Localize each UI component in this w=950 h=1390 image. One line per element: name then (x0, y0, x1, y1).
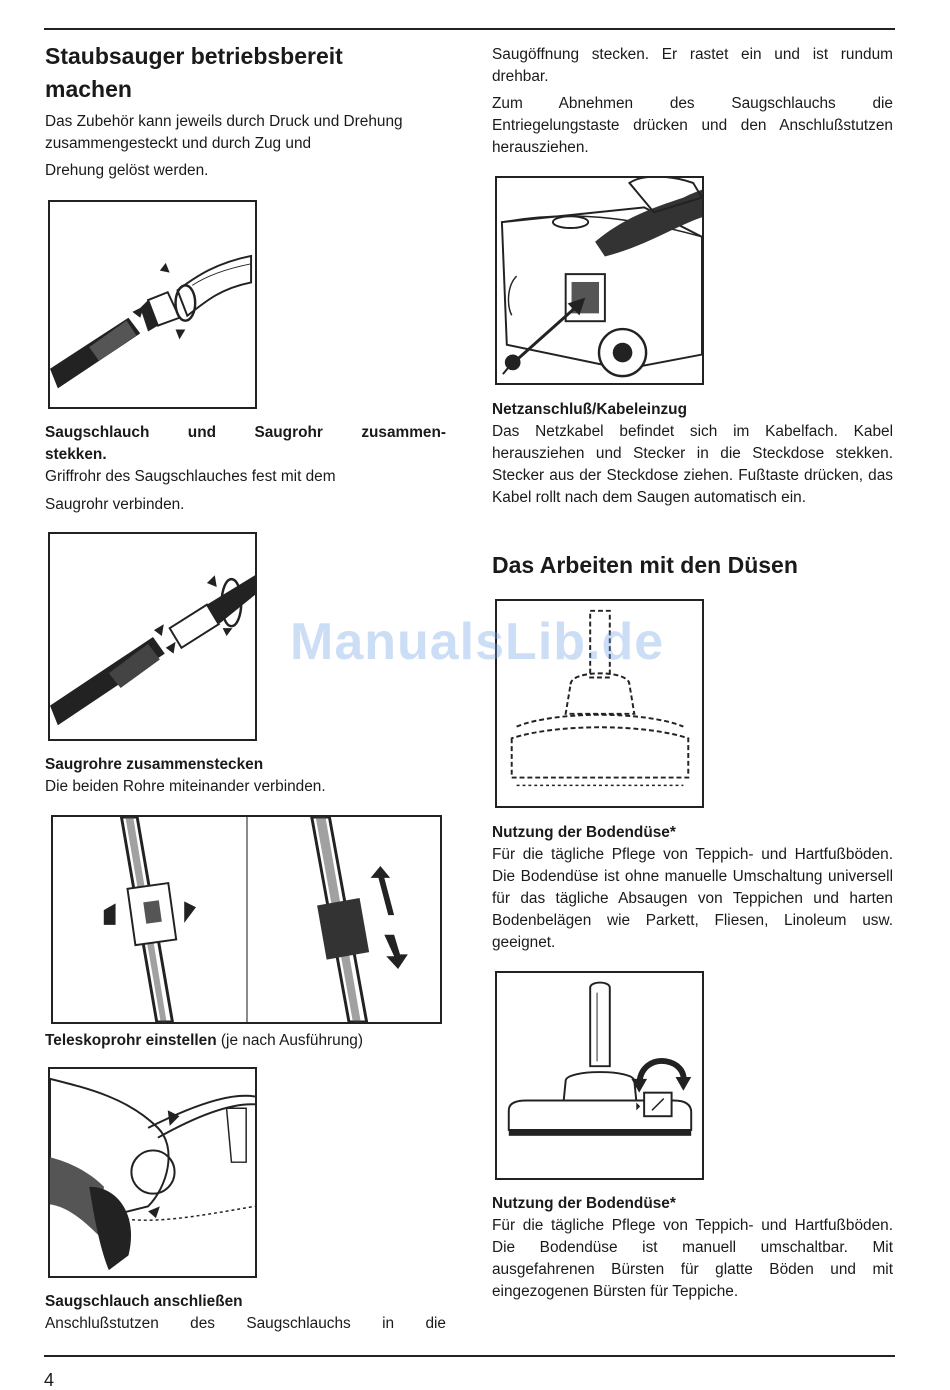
remove-line2: Entriegelungstaste drücken und den Anschlußstutzen (492, 117, 893, 134)
page-heading (45, 40, 446, 106)
right-cont-line2: drehbar. (492, 68, 549, 85)
section1-title-line1: Saugschlauch und Saugrohr zusammen- (45, 424, 446, 441)
nozzles-heading: Das Arbeiten mit den Düsen (492, 552, 798, 578)
figure-cable-rewind (495, 176, 704, 385)
intro-line-1: Das Zubehör kann jeweils durch Druck und Drehung (45, 113, 403, 130)
heading-line-1: Staubsauger betriebsbereit (45, 43, 343, 69)
top-rule (44, 28, 895, 30)
watermark: ManualsLib.de (290, 613, 665, 671)
power-title: Netzanschluß/Kabeleinzug (492, 401, 687, 418)
figure-hose-connect (48, 1067, 257, 1278)
intro-line-2: zusammengesteckt und durch Zug und (45, 135, 312, 152)
figure-floor-nozzle-2 (495, 971, 704, 1180)
intro-line-3: Drehung gelöst werden. (45, 162, 209, 179)
section1-text-line1: Griffrohr des Saugschlauches fest mit dem (45, 468, 336, 485)
section1-text-line2: Saugrohr verbinden. (45, 496, 185, 513)
section3-title (45, 1030, 446, 1052)
heading-line-2: machen (45, 76, 132, 102)
nozzle1-text: Für die tägliche Pflege von Teppich- und Hartfußböden. Die Bodendüse ist ohne manuelle Umschaltung universell für das tägliche Absaugen von Teppichen und harten Bodenbelägen wie Parkett, Fliesen, Linoleum usw. geeignet. (492, 846, 893, 951)
power-text: Das Netzkabel befindet sich im Kabelfach. Kabel herausziehen und Stecker in die Steckdose stekken. Stecker aus der Steckdose ziehen. Fußtaste drücken, das Kabel rollt nach dem Saugen automatisch ein. (492, 423, 893, 506)
section4-text: Anschlußstutzen des Saugschlauchs in die (45, 1315, 446, 1332)
remove-line1: Zum Abnehmen des Saugschlauchs die (492, 95, 893, 112)
section3-title-suffix: (je nach Ausführung) (216, 1032, 363, 1049)
bottom-rule (44, 1355, 895, 1357)
figure-telescopic-tube (51, 815, 442, 1024)
nozzle1-title: Nutzung der Bodendüse* (492, 824, 676, 841)
section1-title-line2: stekken. (45, 446, 107, 463)
section3-title-bold: Teleskoprohr einstellen (45, 1032, 217, 1049)
section2-title: Saugrohre zusammenstecken (45, 756, 264, 773)
nozzle2-title: Nutzung der Bodendüse* (492, 1195, 676, 1212)
section4-title: Saugschlauch anschließen (45, 1293, 243, 1310)
page-number: 4 (44, 1370, 55, 1390)
figure-hose-handle (48, 200, 257, 409)
figure-tubes (48, 532, 257, 741)
remove-line3: herausziehen. (492, 139, 589, 156)
right-cont-line1: Saugöffnung stecken. Er rastet ein und ist rundum (492, 46, 893, 63)
intro-text (45, 111, 455, 155)
section2-text: Die beiden Rohre miteinander verbinden. (45, 778, 326, 795)
nozzle2-text: Für die tägliche Pflege von Teppich- und Hartfußböden. Die Bodendüse ist manuell umschaltbar. Mit ausgefahrenen Bürsten für glatte Böden und mit eingezogenen Bürsten für Teppiche. (492, 1217, 893, 1300)
